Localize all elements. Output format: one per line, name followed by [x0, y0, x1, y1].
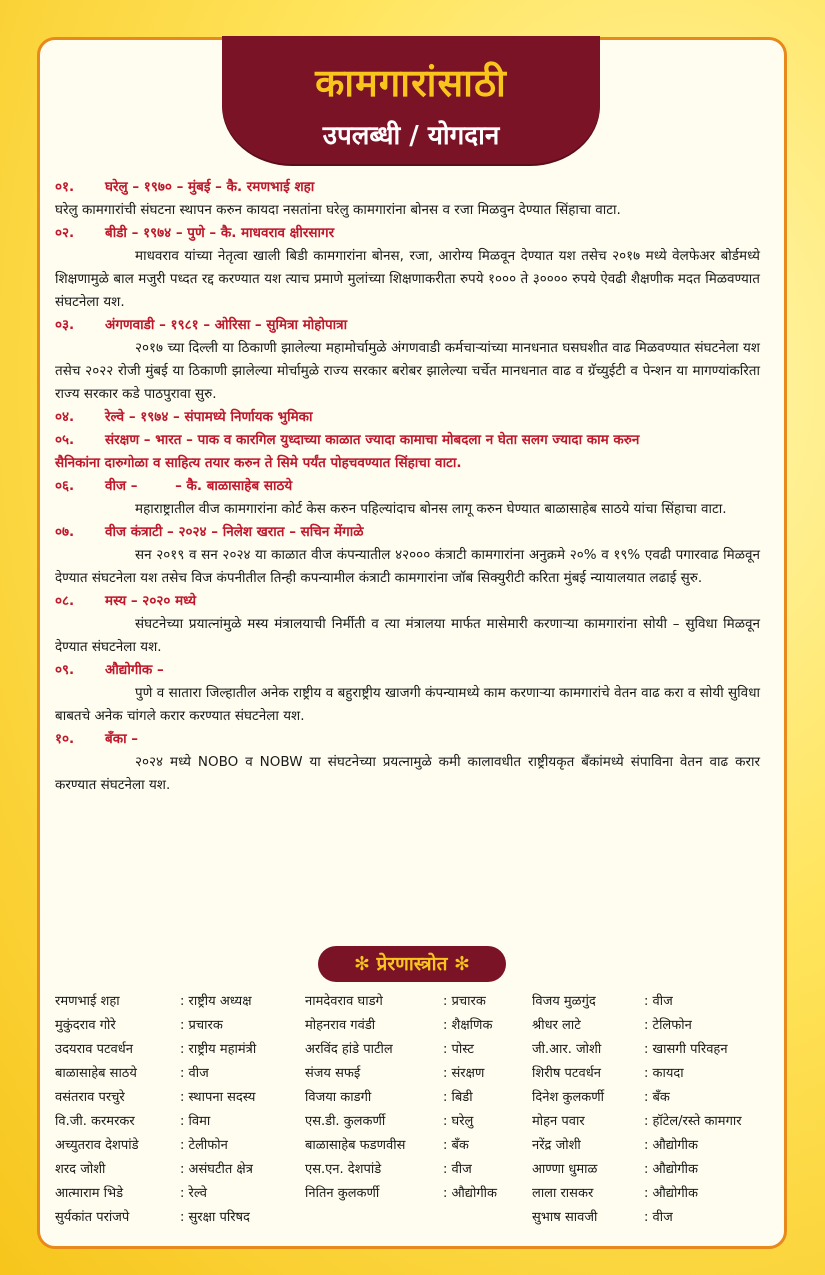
person-row: [532, 990, 742, 1014]
person-row: [55, 1182, 256, 1206]
person-row: [305, 1134, 497, 1158]
section-number: ०५.: [55, 432, 75, 448]
person-row: [305, 1086, 497, 1110]
page-subtitle: उपलब्धी / योगदान: [322, 121, 500, 151]
person-name: मुकुंदराव गोरे: [55, 1018, 116, 1033]
section-title: वीज कंत्राटी – २०२४ – निलेश खरात – सचिन मेंगाळे: [105, 524, 364, 540]
person-row: [532, 1038, 742, 1062]
person-role: : घरेलु: [443, 1114, 474, 1129]
section-heading: [55, 406, 760, 429]
person-name: एस.एन. देशपांडे: [305, 1162, 382, 1177]
page-title: कामगारांसाठी: [315, 61, 507, 105]
section-heading: [55, 475, 760, 498]
section-heading: [55, 222, 760, 245]
section-body: २०२४ मध्ये NOBO व NOBW या संघटनेच्या प्रयत्नामुळे कमी कालावधीत राष्ट्रीयकृत बँकांमध्ये संपाविना वेतन वाढ करार करण्यात संघटनेला यश.: [55, 754, 760, 793]
section-heading: [55, 728, 760, 751]
section-body: २०१७ च्या दिल्ली या ठिकाणी झालेल्या महामोर्चामुळे अंगणवाडी कर्मचाऱ्यांच्या मानधनात घसघशीत वाढ मिळवण्यात संघटनेला यश तसेच २०२२ रोजी मुंबई या ठिकाणी झालेल्या मोर्चामुळे राज्य सरकार बरोबर झालेल्या चर्चेत मानधनात वाढ व ग्रॅच्युईटी व पेन्शन या मागण्यांकरिता राज्य सरकार कडे पाठपुरावा सुरु.: [55, 340, 760, 402]
person-name: मोहन पवार: [532, 1114, 585, 1129]
person-role: : बिडी: [443, 1090, 473, 1105]
person-name: बाळासाहेब फडणवीस: [305, 1138, 406, 1153]
person-row: [305, 1038, 497, 1062]
person-name: दिनेश कुलकर्णी: [532, 1090, 605, 1105]
person-role: : संरक्षण: [443, 1066, 485, 1081]
person-row: [532, 1158, 742, 1182]
person-role: : वीज: [443, 1162, 472, 1177]
section-heading: [55, 429, 760, 452]
person-role: : असंघटीत क्षेत्र: [180, 1162, 253, 1177]
section-title: वीज – – कै. बाळासाहेब साठये: [105, 478, 293, 494]
person-name: विजया काडगी: [305, 1090, 372, 1105]
person-name: नामदेवराव घाडगे: [305, 994, 383, 1009]
section-number: ०२.: [55, 225, 75, 241]
people-column-2: [305, 990, 497, 1206]
person-role: : औद्योगीक: [443, 1186, 498, 1201]
person-name: लाला रासकर: [532, 1186, 594, 1201]
person-name: शरद जोशी: [55, 1162, 106, 1177]
section-number: ०१.: [55, 179, 75, 195]
person-role: : टेलीफोन: [180, 1138, 228, 1153]
person-name: शिरीष पटवर्धन: [532, 1066, 601, 1081]
person-row: [55, 1110, 256, 1134]
person-row: [532, 1086, 742, 1110]
person-row: [55, 1134, 256, 1158]
section-title: औद्योगीक –: [105, 662, 164, 678]
person-row: [305, 1110, 497, 1134]
person-name: उदयराव पटवर्धन: [55, 1042, 133, 1057]
person-name: नरेंद्र जोशी: [532, 1138, 581, 1153]
section-number: ०३.: [55, 317, 75, 333]
person-name: बाळासाहेब साठये: [55, 1066, 137, 1081]
section-title: रेल्वे – १९७४ – संपामध्ये निर्णायक भुमिका: [105, 409, 313, 425]
person-role: : बँक: [644, 1090, 670, 1105]
person-role: : रेल्वे: [180, 1186, 207, 1201]
person-name: अरविंद हांडे पाटील: [305, 1042, 393, 1057]
person-name: आण्णा धुमाळ: [532, 1162, 598, 1177]
person-row: [55, 1086, 256, 1110]
section-heading: [55, 314, 760, 337]
person-row: [532, 1062, 742, 1086]
section-title: मस्य – २०२० मध्ये: [105, 593, 197, 609]
section-body: सन २०१९ व सन २०२४ या काळात वीज कंपन्यातील ४२००० कंत्राटी कामगारांना अनुक्रमे २०% व १९% एवढी पगारवाढ मिळवून देण्यात संघटनेला यश तसेच विज कंपनीतील तिन्ही कपन्यामील कंत्राटी कामगारांना जॉब सिक्युरीटी करिता मुंबई न्यायालयात लढाई सुरु.: [55, 547, 760, 586]
person-name: श्रीधर लाटे: [532, 1018, 581, 1033]
person-role: : औद्योगीक: [644, 1162, 699, 1177]
people-column-3: [532, 990, 742, 1230]
person-role: : कायदा: [644, 1066, 684, 1081]
person-role: : प्रचारक: [443, 994, 486, 1009]
section-number: ०७.: [55, 524, 75, 540]
person-name: जी.आर. जोशी: [532, 1042, 602, 1057]
person-name: एस.डी. कुलकर्णी: [305, 1114, 386, 1129]
person-role: : पोस्ट: [443, 1042, 474, 1057]
person-row: [532, 1182, 742, 1206]
person-row: [55, 1062, 256, 1086]
section-body: पुणे व सातारा जिल्हातील अनेक राष्ट्रीय व बहुराष्ट्रीय खाजगी कंपन्यामध्ये काम करणाऱ्या कामगारांचे वेतन वाढ करा व सोयी सुविधा बाबतचे अनेक चांगले करार करण्यात संघटनेला यश.: [55, 685, 760, 724]
person-row: [532, 1206, 742, 1230]
person-role: : सुरक्षा परिषद: [180, 1210, 250, 1225]
sections-list: [55, 176, 760, 797]
person-row: [305, 1158, 497, 1182]
person-role: : स्थापना सदस्य: [180, 1090, 256, 1105]
person-role: : बँक: [443, 1138, 469, 1153]
section-title: संरक्षण – भारत – पाक व कारगिल युध्दाच्या काळात ज्यादा कामाचा मोबदला न घेता सलग ज्यादा काम करुन: [105, 432, 640, 448]
person-row: [305, 1014, 497, 1038]
section-number: ०९.: [55, 662, 75, 678]
person-role: : खासगी परिवहन: [644, 1042, 728, 1057]
person-role: : औद्योगीक: [644, 1186, 699, 1201]
title-banner: [222, 36, 600, 164]
person-name: वि.जी. करमरकर: [55, 1114, 135, 1129]
section-body: माधवराव यांच्या नेतृत्वा खाली बिडी कामगारांना बोनस, रजा, आरोग्य मिळवून देण्यात यश तसेच २०१७ मध्ये वेलफेअर बोर्डमध्ये शिक्षणामुळे बाल मजुरी पध्दत रद्द करण्यात यश त्याच प्रमाणे मुलांच्या शिक्षणाकरीता रुपये १००० ते ३०००० रुपये ऐवढी शैक्षणीक मदत मिळवण्यात संघटनेला यश.: [55, 248, 760, 310]
section-title: घरेलु – १९७० – मुंबई – कै. रमणभाई शहा: [105, 179, 315, 195]
section-body: संघटनेच्या प्रयात्नांमुळे मस्य मंत्रालयाची निर्मीती व त्या मंत्रालया मार्फत मासेमारी करणाऱ्या कामगारांना सोयी – सुविधा मिळवून देण्यात संघटनेला यश.: [55, 616, 760, 655]
person-row: [55, 1014, 256, 1038]
person-name: नितिन कुलकर्णी: [305, 1186, 380, 1201]
person-row: [532, 1134, 742, 1158]
person-name: मोहनराव गवंडी: [305, 1018, 376, 1033]
person-name: अच्युतराव देशपांडे: [55, 1138, 139, 1153]
section-body: महाराष्ट्रातील वीज कामगारांना कोर्ट केस करुन पहिल्यांदाच बोनस लागू करुन घेण्यात बाळासाहेब साठये यांचा सिंहाचा वाटा.: [135, 501, 727, 517]
person-row: [305, 1062, 497, 1086]
person-role: : वीज: [644, 994, 673, 1009]
person-name: संजय सफई: [305, 1066, 361, 1081]
person-name: वसंतराव परचुरे: [55, 1090, 125, 1105]
person-role: : राष्ट्रीय अध्यक्ष: [180, 994, 252, 1009]
person-name: रमणभाई शहा: [55, 994, 120, 1009]
person-name: विजय मुळगुंद: [532, 994, 596, 1009]
people-column-1: [55, 990, 256, 1230]
person-row: [55, 990, 256, 1014]
inspiration-label: ✻ प्रेरणास्त्रोत ✻: [318, 946, 506, 982]
person-role: : शैक्षणिक: [443, 1018, 493, 1033]
section-heading: [55, 521, 760, 544]
person-role: : वीज: [644, 1210, 673, 1225]
section-heading: [55, 590, 760, 613]
person-role: : विमा: [180, 1114, 211, 1129]
section-title: बीडी – १९७४ – पुणे – कै. माधवराव क्षीरसागर: [105, 225, 335, 241]
section-heading: [55, 659, 760, 682]
person-role: : वीज: [180, 1066, 209, 1081]
person-row: [532, 1014, 742, 1038]
person-row: [55, 1206, 256, 1230]
person-role: : राष्ट्रीय महामंत्री: [180, 1042, 257, 1057]
person-name: आत्माराम भिडे: [55, 1186, 124, 1201]
person-role: : प्रचारक: [180, 1018, 223, 1033]
person-role: : हॉटेल/रस्ते कामगार: [644, 1114, 742, 1129]
section-number: ०८.: [55, 593, 75, 609]
section-body: घरेलु कामगारांची संघटना स्थापन करुन कायदा नसतांना घरेलु कामगारांना बोनस व रजा मिळवुन देण्यात सिंहाचा वाटा.: [55, 202, 621, 218]
section-title: बँका –: [105, 731, 139, 747]
section-heading: [55, 176, 760, 199]
section-title: अंगणवाडी – १९८१ – ओरिसा – सुमित्रा मोहोपात्रा: [105, 317, 348, 333]
section-number: ०६.: [55, 478, 75, 494]
person-row: [305, 1182, 497, 1206]
person-name: सुर्यकांत परांजपे: [55, 1210, 130, 1225]
section-body: सैनिकांना दारुगोळा व साहित्य तयार करुन ते सिमे पर्यंत पोहचवण्यात सिंहाचा वाटा.: [55, 455, 462, 471]
person-row: [55, 1158, 256, 1182]
person-role: : टेलिफोन: [644, 1018, 692, 1033]
section-number: १०.: [55, 731, 75, 747]
person-role: : औद्योगीक: [644, 1138, 699, 1153]
section-number: ०४.: [55, 409, 75, 425]
person-row: [532, 1110, 742, 1134]
person-name: सुभाष सावजी: [532, 1210, 598, 1225]
person-row: [55, 1038, 256, 1062]
person-row: [305, 990, 497, 1014]
